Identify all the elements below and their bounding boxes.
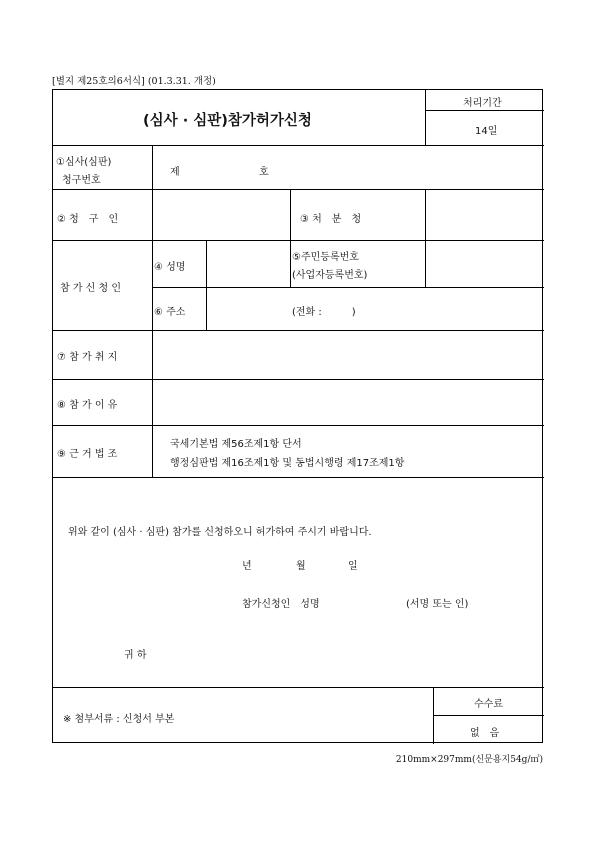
application-form [52, 89, 543, 743]
statement-text: 위와 같이 (심사 · 심판) 참가를 신청하오니 허가하여 주시기 바랍니다. [68, 527, 372, 538]
divider [53, 687, 544, 688]
claimant-label: ② 청 구 인 [57, 214, 119, 225]
form-number-header: [별지 제25호의6서식] (01.3.31. 개정) [52, 76, 216, 87]
divider [53, 189, 544, 190]
signature-label: (서명 또는 인) [406, 599, 469, 610]
divider [53, 145, 544, 146]
divider [433, 687, 434, 744]
divider [53, 425, 544, 426]
participant-label: 참 가 신 청 인 [60, 283, 122, 294]
paper-size-footer: 210mm×297mm(신문용지54g/㎡) [395, 755, 543, 765]
business-number-label: (사업자등록번호) [292, 270, 368, 281]
purpose-label: ⑦ 참 가 취 지 [57, 352, 118, 363]
address-label: ⑥ 주소 [154, 307, 186, 318]
claim-number-je: 제 [170, 167, 180, 178]
claim-number-ho: 호 [259, 167, 269, 178]
addressee: 귀 하 [124, 650, 147, 661]
fee-label: 수수료 [474, 699, 503, 710]
divider [290, 189, 291, 287]
claim-number-label-1: ①심사(심판) [56, 157, 112, 168]
reason-label: ⑧ 참 가 이 유 [57, 400, 118, 411]
claim-number-label-2: 청구번호 [62, 175, 101, 186]
name-label: ④ 성명 [154, 262, 186, 273]
date-day: 일 [348, 561, 358, 572]
fee-value: 없 음 [470, 728, 500, 739]
divider [53, 379, 544, 380]
processing-period-label: 처리기간 [463, 98, 502, 109]
divider [53, 240, 544, 241]
divider [152, 145, 153, 477]
divider [53, 330, 544, 331]
phone-label: (전화 : ) [292, 307, 356, 318]
date-month: 월 [296, 561, 306, 572]
disposition-office-label: ③ 처 분 청 [300, 214, 362, 225]
divider [433, 715, 544, 716]
form-title: (심사 · 심판)참가허가신청 [143, 113, 312, 129]
divider [206, 240, 207, 330]
processing-period-value: 14일 [475, 126, 498, 137]
resident-number-label: ⑤주민등록번호 [292, 252, 359, 263]
divider [425, 189, 426, 287]
attachment-note: ※ 첨부서류 : 신청서 부본 [63, 714, 175, 725]
divider [425, 90, 426, 145]
legal-basis-line-1: 국세기본법 제56조제1항 단서 [170, 439, 302, 450]
divider [53, 477, 544, 478]
legal-basis-label: ⑨ 근 거 법 조 [57, 449, 118, 460]
applicant-name-label: 참가신청인 성명 [242, 599, 320, 610]
divider [152, 287, 544, 288]
legal-basis-line-2: 행정심판법 제16조제1항 및 동법시행령 제17조제1항 [170, 458, 405, 469]
date-year: 년 [242, 561, 252, 572]
divider [425, 110, 544, 111]
